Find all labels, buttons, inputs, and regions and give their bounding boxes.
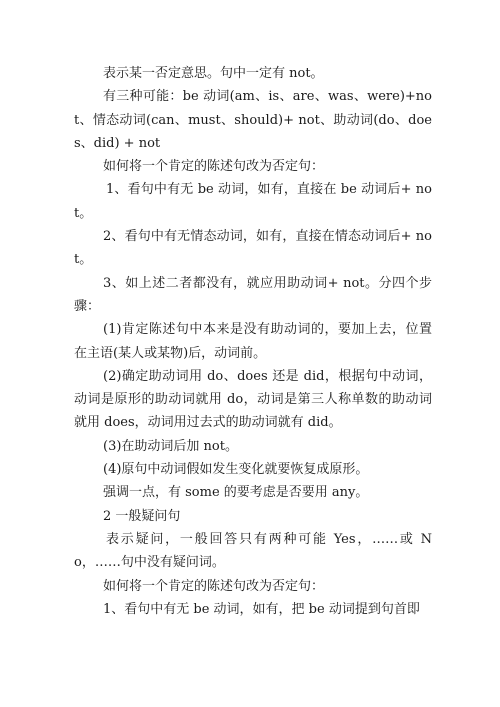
paragraph-question-description: 表示疑问，一般回答只有两种可能 Yes，……或 No，……句中没有疑问词。 (74, 531, 432, 571)
paragraph-question-step-be-verb: 1、看句中有无 be 动词，如有，把 be 动词提到句首即 (103, 601, 420, 617)
paragraph-step-be-verb: 1、看句中有无 be 动词，如有，直接在 be 动词后+ not。 (74, 182, 432, 221)
paragraph-how-to-convert-heading: 如何将一个肯定的陈述句改为否定句： (103, 578, 325, 594)
paragraph-substep-2: (2)确定助动词用 do、does 还是 did，根据句中动词，动词是原形的助动词就用 do，动词是第三人称单数的助动词就用 does，动词用过去式的助动词就有 did。 (74, 368, 432, 431)
section-heading-general-question: 2 一般疑问句 (103, 508, 181, 524)
paragraph-three-possibilities: 有三种可能：be 动词(am、is、are、was、were)+not、情态动词(can、must、should)+ not、助动词(do、does、did) + not (74, 89, 432, 151)
paragraph-substep-1: (1)肯定陈述句中本来是没有助动词的，要加上去，位置在主语(某人或某物)后，动词前。 (74, 322, 432, 361)
paragraph-substep-3: (3)在助动词后加 not。 (103, 438, 238, 454)
paragraph-step-auxiliary: 3、如上述二者都没有，就应用助动词+ not。分四个步骤： (74, 275, 432, 314)
paragraph-step-modal-verb: 2、看句中有无情态动词，如有，直接在情态动词后+ not。 (74, 229, 432, 268)
paragraph-emphasis-some-any: 强调一点，有 some 的要考虑是否要用 any。 (103, 485, 369, 501)
paragraph-negative-meaning: 表示某一否定意思。句中一定有 not。 (103, 66, 324, 81)
document-body (74, 62, 432, 621)
paragraph-substep-4: (4)原句中动词假如发生变化就要恢复成原形。 (103, 462, 369, 478)
paragraph-how-to-negate-heading: 如何将一个肯定的陈述句改为否定句： (103, 159, 325, 175)
